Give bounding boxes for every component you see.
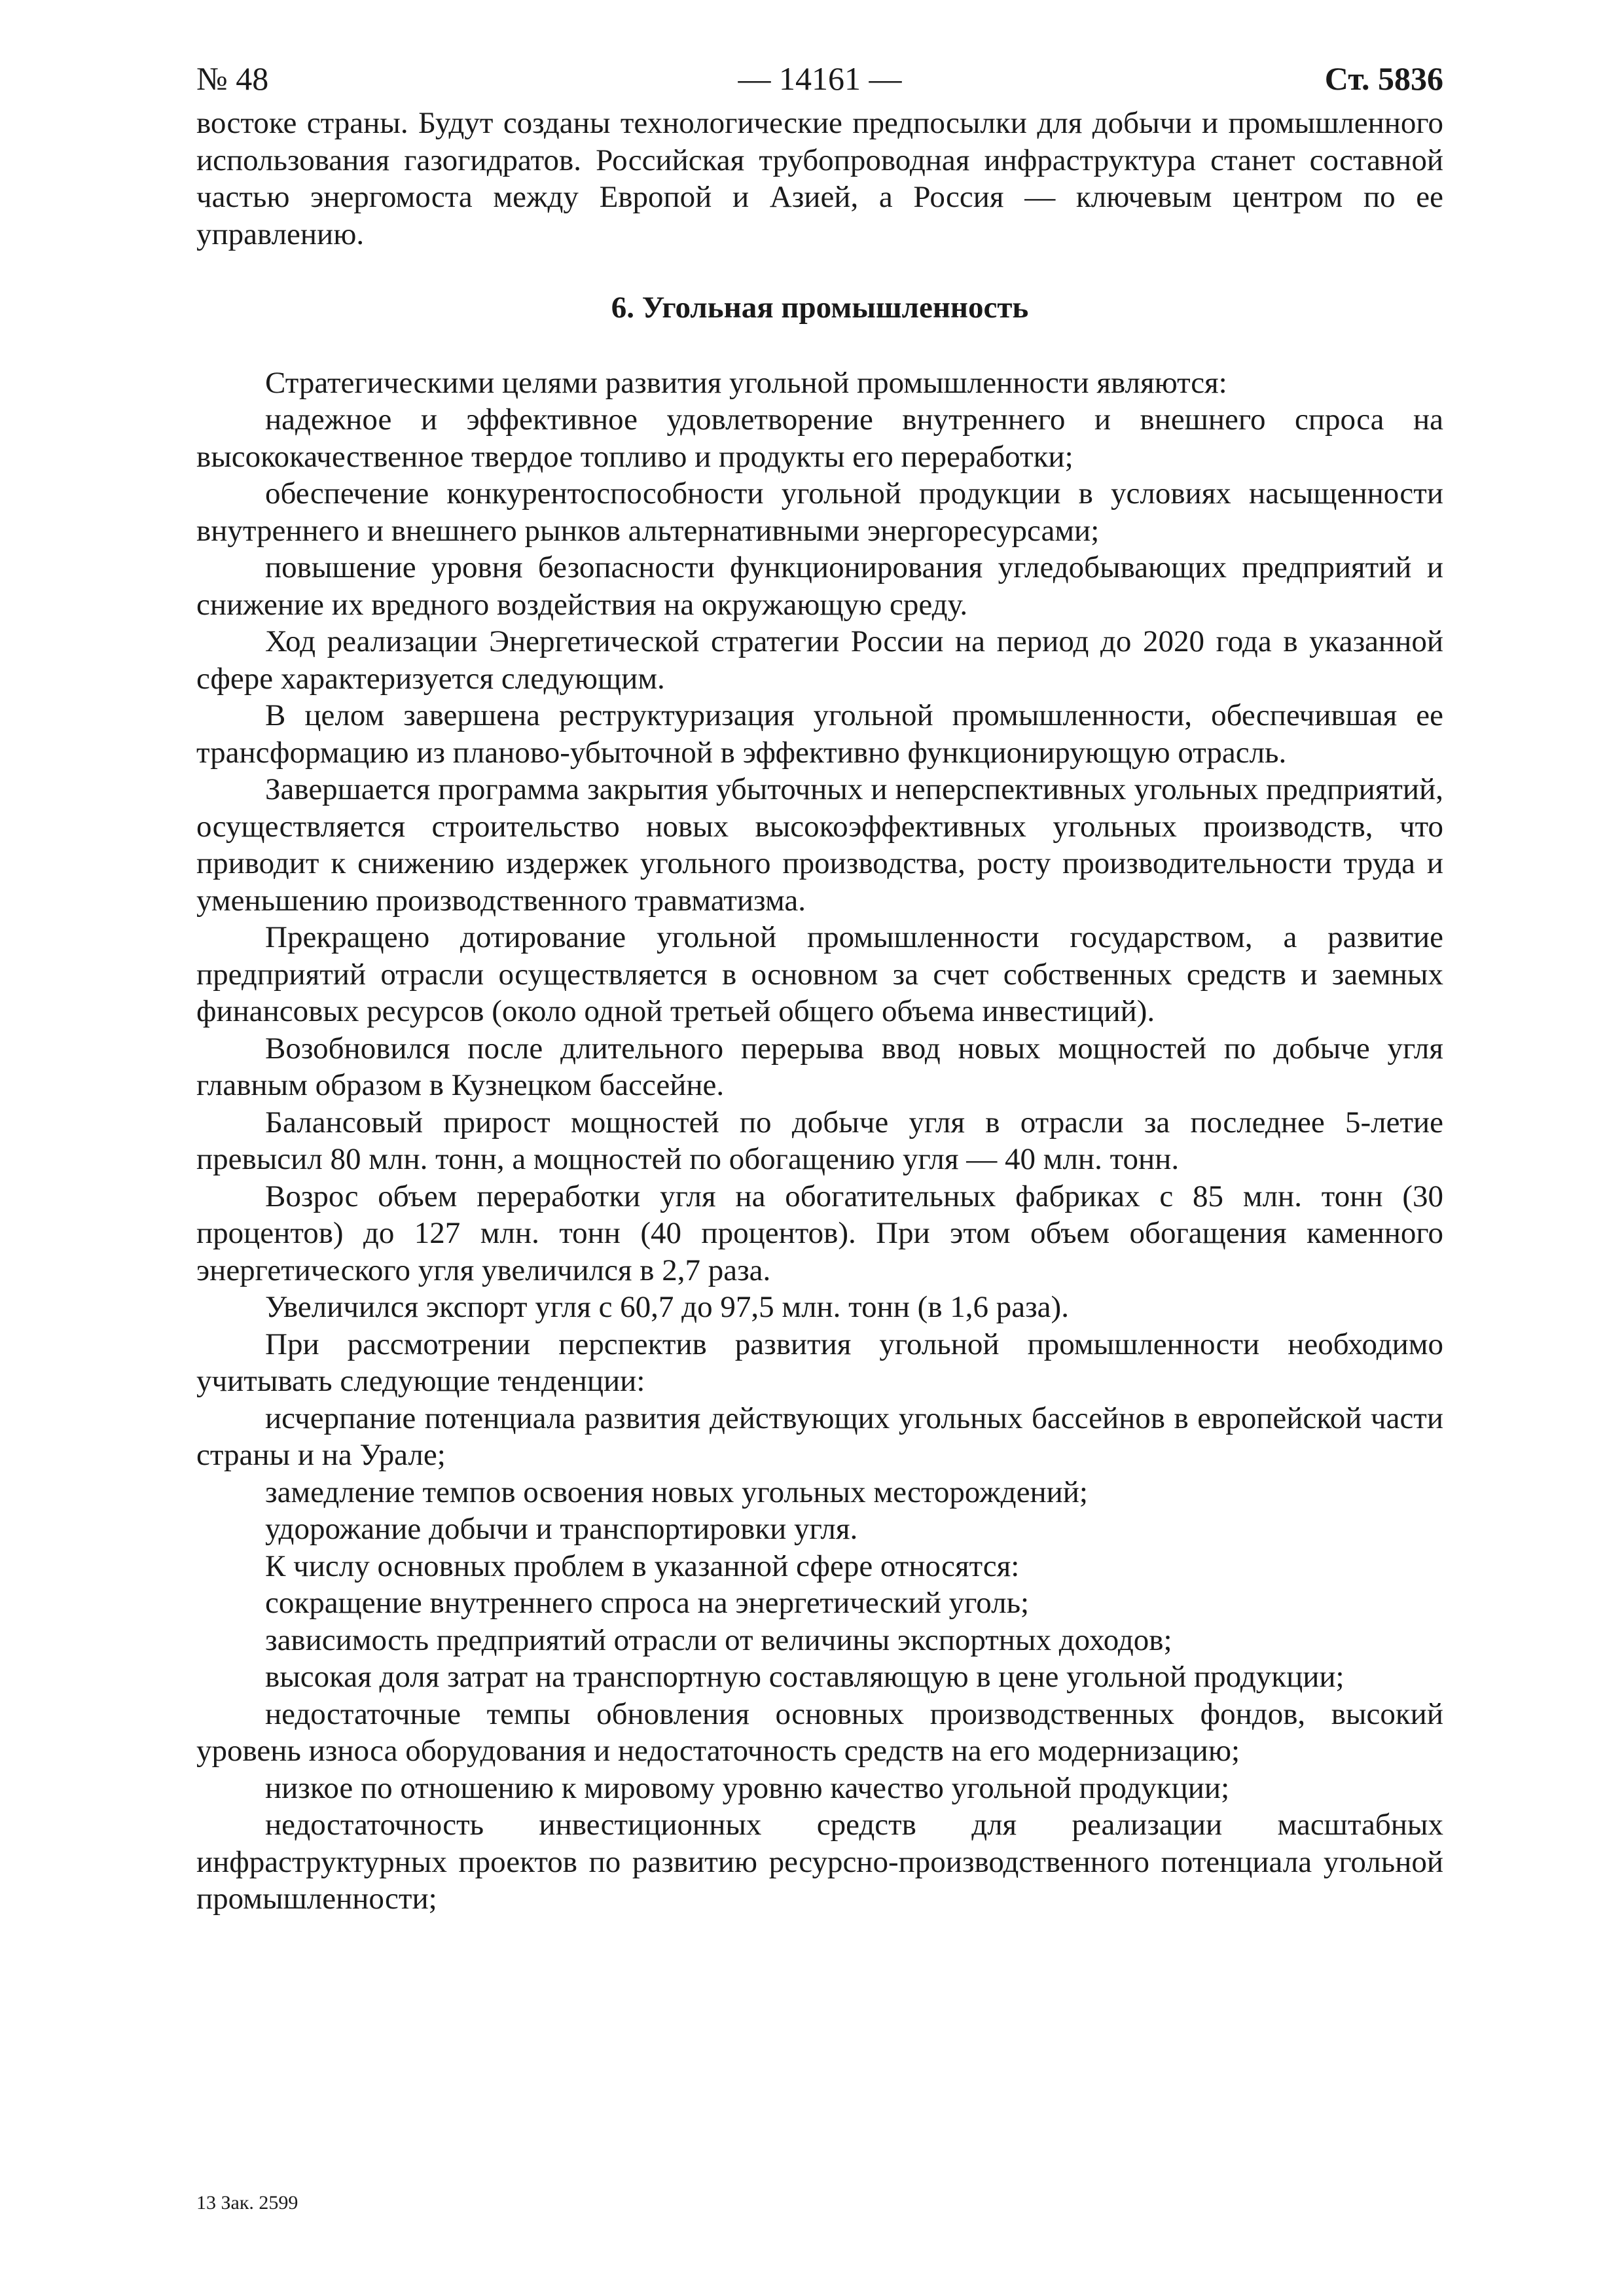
page-number: — 14161 —	[738, 60, 902, 97]
paragraph: зависимость предприятий отрасли от величины экспортных доходов;	[265, 1623, 1172, 1657]
paragraph: обеспечение конкурентоспособности угольной продукции в условиях насыщенности внутреннего и внешнего рынков альтернативными энергоресурсами;	[196, 476, 1443, 548]
paragraph: повышение уровня безопасности функционирования угледобывающих предприятий и снижение их вредного воздействия на окружающую среду.	[196, 550, 1443, 622]
paragraph: В целом завершена реструктуризация угольной промышленности, обеспечившая ее трансформацию из планово-убыточной в эффективно функционирующую отрасль.	[196, 698, 1443, 770]
paragraph: Стратегическими целями развития угольной промышленности являются:	[265, 365, 1227, 400]
paragraph: Балансовый прирост мощностей по добыче угля в отрасли за последнее 5-летие превысил 80 млн. тонн, а мощностей по обогащению угля — 40 млн. тонн.	[196, 1105, 1443, 1176]
document-body	[196, 105, 1443, 1918]
paragraph: низкое по отношению к мировому уровню качество угольной продукции;	[265, 1770, 1230, 1805]
paragraph: Завершается программа закрытия убыточных и неперспективных угольных предприятий, осуществляется строительство новых высокоэффективных угольных производств, что приводит к снижению издержек угольного производства, росту производительности труда и уменьшению производственного травматизма.	[196, 772, 1443, 918]
paragraph: исчерпание потенциала развития действующих угольных бассейнов в европейской части страны и на Урале;	[196, 1401, 1443, 1472]
print-mark: 13 Зак. 2599	[196, 2192, 298, 2214]
paragraph: сокращение внутреннего спроса на энергетический уголь;	[265, 1586, 1030, 1620]
paragraph: К числу основных проблем в указанной сфере относятся:	[265, 1549, 1020, 1583]
running-header	[196, 52, 1443, 105]
section-title: 6. Угольная промышленность	[611, 291, 1029, 325]
paragraph: При рассмотрении перспектив развития угольной промышленности необходимо учитывать следующие тенденции:	[196, 1327, 1443, 1398]
paragraph: надежное и эффективное удовлетворение внутреннего и внешнего спроса на высококачественное твердое топливо и продукты его переработки;	[196, 403, 1443, 474]
paragraph: удорожание добычи и транспортировки угля.	[265, 1512, 858, 1546]
issue-number: № 48	[196, 60, 269, 97]
paragraph: Прекращено дотирование угольной промышленности государством, а развитие предприятий отрасли осуществляется в основном за счет собственных средств и заемных финансовых ресурсов (около одной третьей общего объема инвестиций).	[196, 920, 1443, 1028]
paragraph: Увеличился экспорт угля с 60,7 до 97,5 млн. тонн (в 1,6 раза).	[265, 1290, 1069, 1324]
paragraph: Ход реализации Энергетической стратегии России на период до 2020 года в указанной сфере характеризуется следующим.	[196, 624, 1443, 696]
paragraph: Возобновился после длительного перерыва ввод новых мощностей по добыче угля главным образом в Кузнецком бассейне.	[196, 1031, 1443, 1102]
paragraph: Возрос объем переработки угля на обогатительных фабриках с 85 млн. тонн (30 процентов) до 127 млн. тонн (40 процентов). При этом объем обогащения каменного энергетического угля увеличился в 2,7 раза.	[196, 1179, 1443, 1287]
document-page	[196, 52, 1443, 2238]
intro-paragraph: востоке страны. Будут созданы технологические предпосылки для добычи и промышленного использования газогидратов. Российская трубопроводная инфраструктура станет составной частью энергомоста между Европой и Азией, а Россия — ключевым центром по ее управлению.	[196, 106, 1443, 251]
paragraph: замедление темпов освоения новых угольных месторождений;	[265, 1475, 1088, 1509]
article-number: Ст. 5836	[1324, 60, 1443, 97]
paragraph: высокая доля затрат на транспортную составляющую в цене угольной продукции;	[265, 1660, 1344, 1694]
paragraph: недостаточность инвестиционных средств для реализации масштабных инфраструктурных проектов по развитию ресурсно-производственного потенциала угольной промышленности;	[196, 1808, 1443, 1916]
paragraph: недостаточные темпы обновления основных производственных фондов, высокий уровень износа оборудования и недостаточность средств на его модернизацию;	[196, 1696, 1443, 1768]
